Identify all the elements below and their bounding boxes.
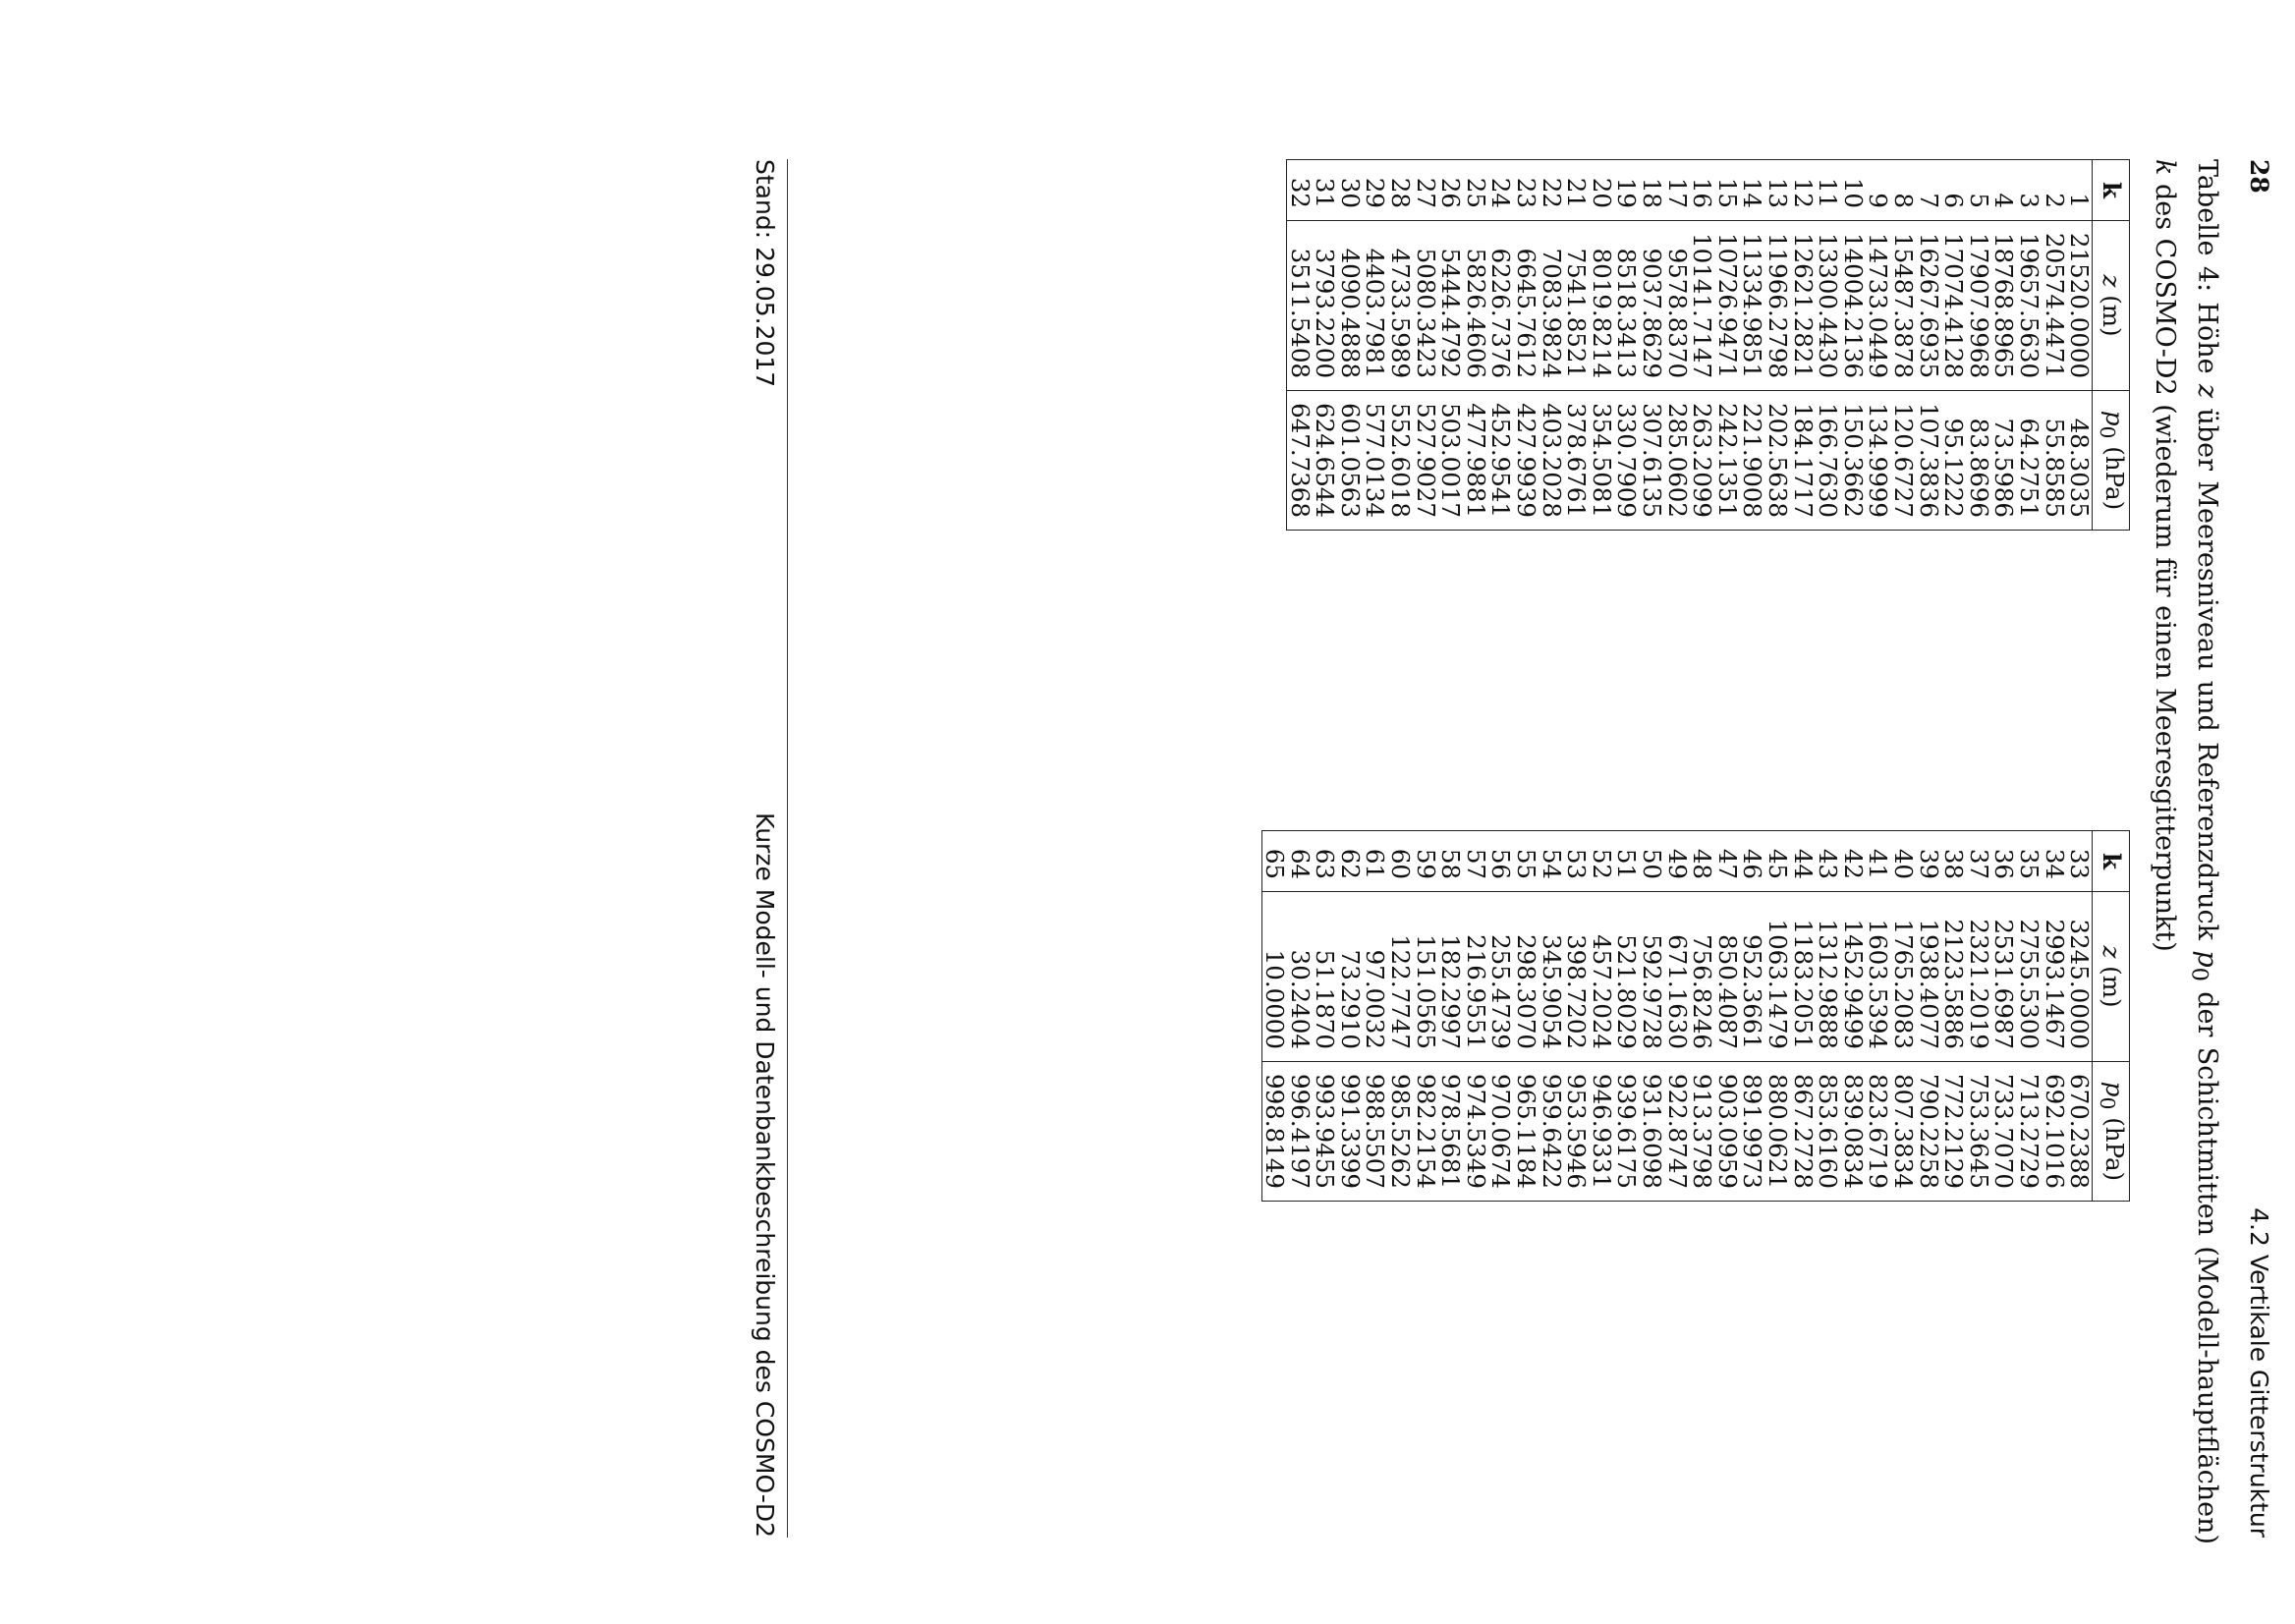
table-row xyxy=(1740,160,1765,531)
cell-p0: 107.3836 xyxy=(1914,403,1943,518)
cell-p0: 753.3645 xyxy=(1964,1074,1993,1189)
column-header-k: k xyxy=(2093,160,2130,221)
cell-z: 4090.4888 xyxy=(1337,221,1363,391)
cell-z: 10.0000 xyxy=(1261,892,1287,1062)
cell-p0: 970.0674 xyxy=(1486,1074,1516,1189)
cell-z: 5444.4792 xyxy=(1438,221,1464,391)
cell-p0: 670.2388 xyxy=(2065,1074,2095,1189)
cell-z: 8019.8214 xyxy=(1589,221,1614,391)
caption-text-1: Tabelle 4: Höhe xyxy=(2192,159,2222,384)
table-row xyxy=(1916,831,1941,1202)
cell-p0: 221.9008 xyxy=(1738,403,1767,518)
cell-k: 60 xyxy=(1387,831,1413,892)
table-row xyxy=(1363,160,1388,531)
cell-k: 29 xyxy=(1363,160,1388,221)
cell-p0: 285.0602 xyxy=(1662,403,1692,518)
table-row xyxy=(1840,831,1866,1202)
cell-k: 5 xyxy=(1966,160,1991,221)
cell-p0: 354.5081 xyxy=(1587,403,1616,518)
height-pressure-table-1 xyxy=(1286,159,2130,531)
cell-z: 255.4739 xyxy=(1488,892,1514,1062)
table-row xyxy=(1816,831,1841,1202)
cell-p0: 998.8149 xyxy=(1260,1074,1290,1189)
table-row xyxy=(1966,160,1991,531)
cell-p0: 839.0834 xyxy=(1838,1074,1868,1189)
cell-z: 10726.9471 xyxy=(1714,221,1740,391)
page-number: 28 xyxy=(2245,159,2273,194)
cell-k: 26 xyxy=(1438,160,1464,221)
column-header-p0: $p_0$ (hPa) xyxy=(2093,1062,2130,1202)
column-header-p0: $p_0$ (hPa) xyxy=(2093,391,2130,531)
cell-z: 1063.1479 xyxy=(1764,892,1790,1062)
caption-text-4: des COSMO-D2 (wiederum für einen Meeresgitterpunkt) xyxy=(2149,175,2180,952)
cell-z: 5826.4606 xyxy=(1463,221,1488,391)
cell-k: 57 xyxy=(1463,831,1488,892)
cell-k: 36 xyxy=(1991,831,2017,892)
table-row xyxy=(1890,831,1916,1202)
column-header-k: k xyxy=(2093,831,2130,892)
table-row xyxy=(2016,831,2042,1202)
cell-k: 23 xyxy=(1513,160,1539,221)
cell-p0: 982.2154 xyxy=(1411,1074,1440,1189)
cell-k: 19 xyxy=(1614,160,1640,221)
cell-z: 16267.6935 xyxy=(1916,221,1941,391)
cell-k: 42 xyxy=(1840,831,1866,892)
cell-k: 12 xyxy=(1790,160,1816,221)
cell-k: 61 xyxy=(1363,831,1388,892)
table-row xyxy=(1513,831,1539,1202)
cell-k: 30 xyxy=(1337,160,1363,221)
table-row xyxy=(1664,160,1690,531)
cell-p0: 991.3399 xyxy=(1335,1074,1365,1189)
cell-p0: 166.7630 xyxy=(1814,403,1843,518)
table-row xyxy=(1866,160,1891,531)
table-row xyxy=(1413,160,1438,531)
cell-p0: 880.0621 xyxy=(1763,1074,1792,1189)
cell-z: 97.0032 xyxy=(1363,892,1388,1062)
caption-var-p-sub: 0 xyxy=(2186,967,2212,981)
cell-k: 58 xyxy=(1438,831,1464,892)
table-row xyxy=(1816,160,1841,531)
cell-p0: 647.7368 xyxy=(1285,403,1315,518)
table-row xyxy=(1589,160,1614,531)
cell-z: 51.1870 xyxy=(1313,892,1338,1062)
table-row xyxy=(1488,160,1514,531)
cell-p0: 242.1351 xyxy=(1712,403,1742,518)
cell-k: 63 xyxy=(1313,831,1338,892)
cell-p0: 403.2028 xyxy=(1537,403,1566,518)
cell-k: 10 xyxy=(1840,160,1866,221)
cell-k: 38 xyxy=(1941,831,1967,892)
cell-p0: 307.6135 xyxy=(1638,403,1667,518)
cell-k: 21 xyxy=(1564,160,1590,221)
table-row xyxy=(1614,160,1640,531)
table-row xyxy=(1463,160,1488,531)
cell-z: 2993.1467 xyxy=(2042,892,2067,1062)
cell-k: 32 xyxy=(1287,160,1313,221)
cell-k: 52 xyxy=(1589,831,1614,892)
cell-z: 11334.9851 xyxy=(1740,221,1765,391)
table-row xyxy=(1639,831,1664,1202)
cell-p0: 427.9939 xyxy=(1512,403,1541,518)
cell-p0: 867.2728 xyxy=(1788,1074,1818,1189)
cell-z: 756.8246 xyxy=(1690,892,1715,1062)
table-row xyxy=(1463,831,1488,1202)
cell-k: 31 xyxy=(1313,160,1338,221)
table-row xyxy=(1564,160,1590,531)
cell-k: 9 xyxy=(1866,160,1891,221)
table-row xyxy=(1991,160,2017,531)
cell-z: 457.2024 xyxy=(1589,892,1614,1062)
cell-p0: 184.1717 xyxy=(1788,403,1818,518)
cell-z: 122.7747 xyxy=(1387,892,1413,1062)
table-row xyxy=(1941,831,1967,1202)
cell-z: 182.2997 xyxy=(1438,892,1464,1062)
cell-p0: 624.6544 xyxy=(1311,403,1340,518)
cell-z: 521.8029 xyxy=(1614,892,1640,1062)
cell-k: 14 xyxy=(1740,160,1765,221)
page-footer xyxy=(740,159,779,1538)
cell-p0: 713.2729 xyxy=(2014,1074,2043,1189)
table-row xyxy=(1664,831,1690,1202)
table-row xyxy=(1287,831,1313,1202)
cell-k: 48 xyxy=(1690,831,1715,892)
table-row xyxy=(1941,160,1967,531)
cell-k: 13 xyxy=(1764,160,1790,221)
cell-p0: 263.2099 xyxy=(1688,403,1717,518)
cell-z: 345.9054 xyxy=(1539,892,1564,1062)
cell-k: 28 xyxy=(1387,160,1413,221)
cell-p0: 891.9973 xyxy=(1738,1074,1767,1189)
cell-p0: 807.3834 xyxy=(1888,1074,1918,1189)
cell-p0: 83.8696 xyxy=(1964,418,1993,518)
cell-z: 671.1630 xyxy=(1664,892,1690,1062)
table-row xyxy=(1387,160,1413,531)
cell-p0: 985.5262 xyxy=(1386,1074,1416,1189)
table-row xyxy=(1714,160,1740,531)
table-row xyxy=(1764,831,1790,1202)
cell-z: 216.9551 xyxy=(1463,892,1488,1062)
caption-text-3: der Schichtmitten (Modell-hauptflächen) xyxy=(2192,980,2222,1545)
cell-k: 56 xyxy=(1488,831,1514,892)
cell-k: 16 xyxy=(1690,160,1715,221)
cell-p0: 772.2129 xyxy=(1939,1074,1969,1189)
table-row xyxy=(1539,831,1564,1202)
cell-k: 49 xyxy=(1664,831,1690,892)
height-pressure-table-2 xyxy=(1261,830,2130,1202)
cell-z: 3793.2200 xyxy=(1313,221,1338,391)
table-row xyxy=(1764,160,1790,531)
cell-z: 2321.2019 xyxy=(1966,892,1991,1062)
cell-p0: 953.5946 xyxy=(1562,1074,1592,1189)
cell-p0: 577.0134 xyxy=(1361,403,1390,518)
cell-k: 62 xyxy=(1337,831,1363,892)
cell-z: 4403.7981 xyxy=(1363,221,1388,391)
cell-z: 18768.8965 xyxy=(1991,221,2017,391)
cell-p0: 988.5507 xyxy=(1361,1074,1390,1189)
section-title: 4.2 Vertikale Gitterstruktur xyxy=(2245,1207,2273,1538)
cell-z: 1183.2051 xyxy=(1790,892,1816,1062)
cell-p0: 790.2258 xyxy=(1914,1074,1943,1189)
cell-k: 65 xyxy=(1261,831,1287,892)
cell-k: 4 xyxy=(1991,160,2017,221)
table-row xyxy=(1539,160,1564,531)
cell-k: 35 xyxy=(2016,831,2042,892)
cell-z: 1452.9499 xyxy=(1840,892,1866,1062)
cell-k: 15 xyxy=(1714,160,1740,221)
cell-z: 4733.5989 xyxy=(1387,221,1413,391)
cell-z: 11966.2798 xyxy=(1764,221,1790,391)
cell-z: 2531.6987 xyxy=(1991,892,2017,1062)
cell-p0: 378.6761 xyxy=(1562,403,1592,518)
table-row xyxy=(1966,831,1991,1202)
cell-k: 27 xyxy=(1413,160,1438,221)
cell-z: 10141.7147 xyxy=(1690,221,1715,391)
cell-p0: 939.6175 xyxy=(1612,1074,1642,1189)
cell-k: 55 xyxy=(1513,831,1539,892)
cell-p0: 913.3798 xyxy=(1688,1074,1717,1189)
cell-z: 15487.3878 xyxy=(1890,221,1916,391)
cell-z: 398.7202 xyxy=(1564,892,1590,1062)
cell-z: 9037.8629 xyxy=(1639,221,1664,391)
table-header-row xyxy=(2093,160,2130,531)
cell-k: 1 xyxy=(2067,160,2093,221)
cell-k: 50 xyxy=(1639,831,1664,892)
cell-k: 8 xyxy=(1890,160,1916,221)
cell-z: 13300.4430 xyxy=(1816,221,1841,391)
cell-p0: 452.9541 xyxy=(1486,403,1516,518)
cell-p0: 974.5349 xyxy=(1461,1074,1490,1189)
cell-z: 1312.9888 xyxy=(1816,892,1841,1062)
cell-k: 53 xyxy=(1564,831,1590,892)
cell-k: 41 xyxy=(1866,831,1891,892)
table-row xyxy=(1387,831,1413,1202)
cell-p0: 733.7070 xyxy=(1989,1074,2019,1189)
cell-k: 46 xyxy=(1740,831,1765,892)
table-row xyxy=(1614,831,1640,1202)
cell-z: 2123.5886 xyxy=(1941,892,1967,1062)
cell-z: 6645.7612 xyxy=(1513,221,1539,391)
table-row xyxy=(2067,160,2093,531)
cell-p0: 48.3035 xyxy=(2065,418,2095,518)
column-header-z: z (m) xyxy=(2093,892,2130,1062)
cell-p0: 527.9027 xyxy=(1411,403,1440,518)
table-row xyxy=(1890,160,1916,531)
table-caption xyxy=(2147,159,2224,1544)
cell-k: 45 xyxy=(1764,831,1790,892)
cell-k: 3 xyxy=(2016,160,2042,221)
cell-z: 14733.0449 xyxy=(1866,221,1891,391)
cell-k: 64 xyxy=(1287,831,1313,892)
cell-k: 20 xyxy=(1589,160,1614,221)
cell-p0: 978.5681 xyxy=(1436,1074,1466,1189)
cell-z: 298.3070 xyxy=(1513,892,1539,1062)
cell-z: 592.9728 xyxy=(1639,892,1664,1062)
cell-p0: 903.0959 xyxy=(1712,1074,1742,1189)
cell-z: 1765.2083 xyxy=(1890,892,1916,1062)
cell-p0: 330.7909 xyxy=(1612,403,1642,518)
cell-p0: 601.0563 xyxy=(1335,403,1365,518)
table-header-row xyxy=(2093,831,2130,1202)
cell-z: 12621.2821 xyxy=(1790,221,1816,391)
cell-z: 7541.8521 xyxy=(1564,221,1590,391)
footer-rule xyxy=(787,159,788,1538)
cell-k: 37 xyxy=(1966,831,1991,892)
cell-p0: 503.0017 xyxy=(1436,403,1466,518)
cell-z: 1603.5394 xyxy=(1866,892,1891,1062)
table-row xyxy=(1337,831,1363,1202)
cell-k: 25 xyxy=(1463,160,1488,221)
cell-k: 18 xyxy=(1639,160,1664,221)
table-row xyxy=(1639,160,1664,531)
cell-p0: 853.6160 xyxy=(1814,1074,1843,1189)
caption-var-p: p xyxy=(2192,950,2222,968)
footer-title: Kurze Modell- und Datenbankbeschreibung des COSMO-D2 xyxy=(751,812,779,1538)
cell-p0: 552.6018 xyxy=(1386,403,1416,518)
cell-p0: 202.5638 xyxy=(1763,403,1792,518)
cell-p0: 931.6098 xyxy=(1638,1074,1667,1189)
table-row xyxy=(1866,831,1891,1202)
cell-z: 21520.0000 xyxy=(2067,221,2093,391)
caption-var-k: k xyxy=(2149,159,2180,176)
cell-z: 9578.8370 xyxy=(1664,221,1690,391)
footer-date: Stand: 29.05.2017 xyxy=(751,159,779,388)
cell-k: 54 xyxy=(1539,831,1564,892)
page-header xyxy=(2230,159,2273,1538)
cell-k: 6 xyxy=(1941,160,1967,221)
table-row xyxy=(1790,831,1816,1202)
cell-z: 6226.7376 xyxy=(1488,221,1514,391)
table-row xyxy=(1413,831,1438,1202)
table-row xyxy=(1313,831,1338,1202)
cell-k: 24 xyxy=(1488,160,1514,221)
cell-z: 73.2910 xyxy=(1337,892,1363,1062)
cell-z: 952.3661 xyxy=(1740,892,1765,1062)
table-row xyxy=(1438,160,1464,531)
cell-z: 17074.4128 xyxy=(1941,221,1967,391)
cell-k: 22 xyxy=(1539,160,1564,221)
table-row xyxy=(1790,160,1816,531)
cell-p0: 73.5986 xyxy=(1989,418,2019,518)
cell-z: 17907.9968 xyxy=(1966,221,1991,391)
table-row xyxy=(2067,831,2093,1202)
cell-p0: 959.6422 xyxy=(1537,1074,1566,1189)
cell-z: 30.2404 xyxy=(1287,892,1313,1062)
table-row xyxy=(1916,160,1941,531)
cell-k: 44 xyxy=(1790,831,1816,892)
table-row xyxy=(2042,160,2067,531)
cell-p0: 993.9455 xyxy=(1311,1074,1340,1189)
cell-k: 17 xyxy=(1664,160,1690,221)
cell-z: 19657.5630 xyxy=(2016,221,2042,391)
cell-p0: 150.3662 xyxy=(1838,403,1868,518)
cell-p0: 823.6719 xyxy=(1864,1074,1893,1189)
table-row xyxy=(1991,831,2017,1202)
table-2-body xyxy=(1261,831,2093,1202)
cell-k: 39 xyxy=(1916,831,1941,892)
table-row xyxy=(1363,831,1388,1202)
table-row xyxy=(1287,160,1313,531)
table-1-body xyxy=(1287,160,2093,531)
cell-k: 59 xyxy=(1413,831,1438,892)
cell-p0: 120.6727 xyxy=(1888,403,1918,518)
cell-k: 43 xyxy=(1816,831,1841,892)
cell-k: 51 xyxy=(1614,831,1640,892)
table-row xyxy=(2016,160,2042,531)
table-row xyxy=(1589,831,1614,1202)
cell-p0: 946.9331 xyxy=(1587,1074,1616,1189)
table-row xyxy=(2042,831,2067,1202)
cell-z: 2755.5300 xyxy=(2016,892,2042,1062)
cell-p0: 95.1222 xyxy=(1939,418,1969,518)
cell-z: 5080.3423 xyxy=(1413,221,1438,391)
cell-p0: 477.9881 xyxy=(1461,403,1490,518)
cell-k: 34 xyxy=(2042,831,2067,892)
cell-p0: 922.8747 xyxy=(1662,1074,1692,1189)
table-row xyxy=(1438,831,1464,1202)
cell-k: 47 xyxy=(1714,831,1740,892)
cell-z: 850.4087 xyxy=(1714,892,1740,1062)
cell-k: 40 xyxy=(1890,831,1916,892)
cell-p0: 64.2751 xyxy=(2014,418,2043,518)
cell-z: 3511.5408 xyxy=(1287,221,1313,391)
cell-p0: 996.4197 xyxy=(1285,1074,1315,1189)
cell-z: 20574.4471 xyxy=(2042,221,2067,391)
table-row xyxy=(1564,831,1590,1202)
table-row xyxy=(1740,831,1765,1202)
table-row xyxy=(1261,831,1287,1202)
cell-p0: 134.9999 xyxy=(1864,403,1893,518)
table-row xyxy=(1714,831,1740,1202)
cell-k: 33 xyxy=(2067,831,2093,892)
caption-text-2: über Meeresniveau und Referenzdruck xyxy=(2192,398,2222,951)
table-row xyxy=(1840,160,1866,531)
table-row xyxy=(1313,160,1338,531)
table-row xyxy=(1690,831,1715,1202)
cell-z: 3245.0000 xyxy=(2067,892,2093,1062)
cell-z: 14004.2136 xyxy=(1840,221,1866,391)
cell-k: 11 xyxy=(1816,160,1841,221)
cell-z: 8518.3413 xyxy=(1614,221,1640,391)
cell-p0: 55.8585 xyxy=(2040,418,2069,518)
caption-var-z: z xyxy=(2192,383,2222,399)
table-row xyxy=(1337,160,1363,531)
cell-z: 7083.9824 xyxy=(1539,221,1564,391)
cell-k: 2 xyxy=(2042,160,2067,221)
table-row xyxy=(1513,160,1539,531)
column-header-z: z (m) xyxy=(2093,221,2130,391)
table-row xyxy=(1488,831,1514,1202)
cell-p0: 965.1184 xyxy=(1512,1074,1541,1189)
table-row xyxy=(1690,160,1715,531)
cell-z: 1938.4077 xyxy=(1916,892,1941,1062)
cell-p0: 692.1016 xyxy=(2040,1074,2069,1189)
cell-z: 151.0565 xyxy=(1413,892,1438,1062)
cell-k: 7 xyxy=(1916,160,1941,221)
